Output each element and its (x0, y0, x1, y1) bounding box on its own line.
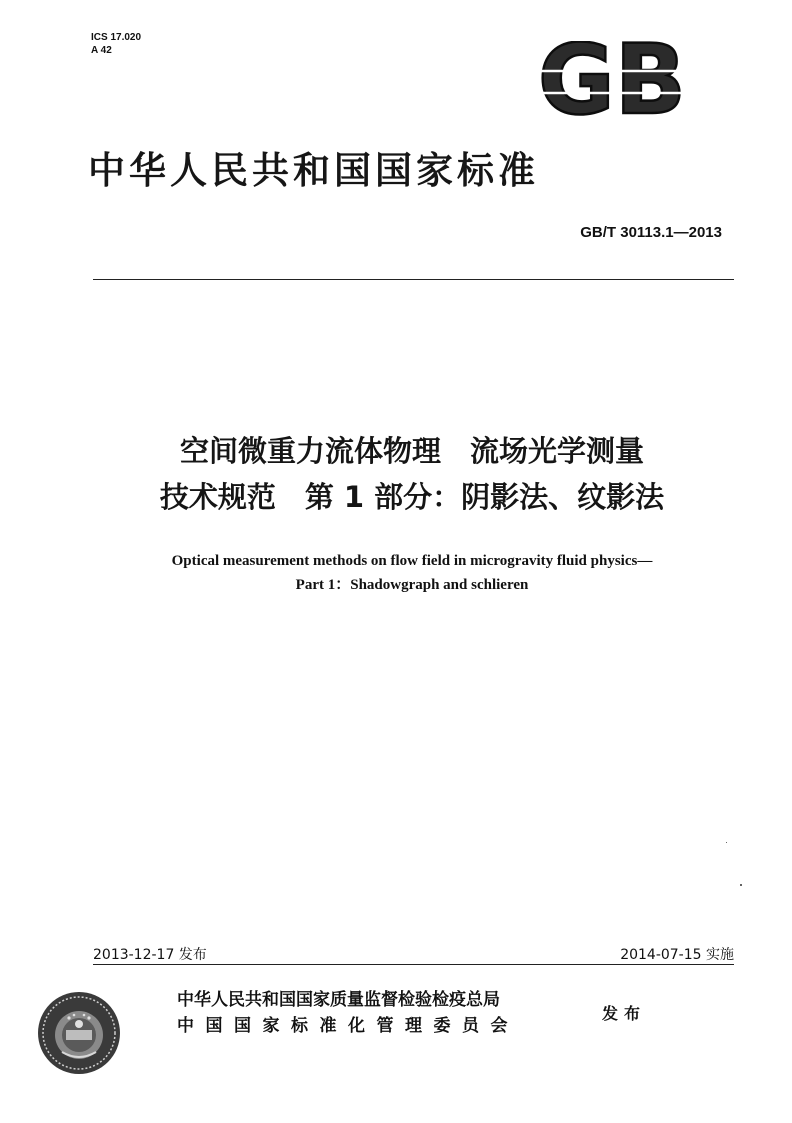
publish-label: 发布 (602, 1004, 647, 1023)
official-seal-icon (36, 990, 122, 1076)
gb-logo-icon (536, 41, 688, 123)
implementation-date: 2014-07-15 实施 (620, 947, 734, 963)
chinese-title-line-1: 空间微重力流体物理 流场光学测量 (179, 434, 644, 468)
scan-speck (740, 884, 742, 886)
scan-speck (726, 842, 727, 843)
issue-date: 2013-12-17 发布 (93, 947, 207, 963)
classification-codes (91, 31, 141, 57)
national-standard-title: 中华人民共和国国家标准 (88, 148, 539, 192)
ics-code: ICS 17.020 (91, 32, 142, 43)
bottom-divider (93, 964, 734, 965)
english-title-line-2: Part 1：Shadowgraph and schlieren (295, 577, 529, 593)
english-title (60, 549, 764, 597)
standard-number: GB/T 30113.1—2013 (580, 224, 722, 241)
english-title-line-1: Optical measurement methods on flow field in microgravity fluid physics— (171, 553, 653, 569)
top-divider (93, 279, 734, 280)
issuer-sac: 中国国家标准化管理委员会 (177, 1016, 519, 1036)
chinese-title (60, 428, 764, 520)
ccs-code: A 42 (91, 45, 112, 56)
issuing-authorities (177, 987, 519, 1039)
chinese-title-line-2: 技术规范 第 1 部分：阴影法、纹影法 (159, 480, 665, 514)
issuer-aqsiq: 中华人民共和国国家质量监督检验检疫总局 (177, 990, 500, 1010)
svg-text:GB: GB (538, 41, 686, 123)
